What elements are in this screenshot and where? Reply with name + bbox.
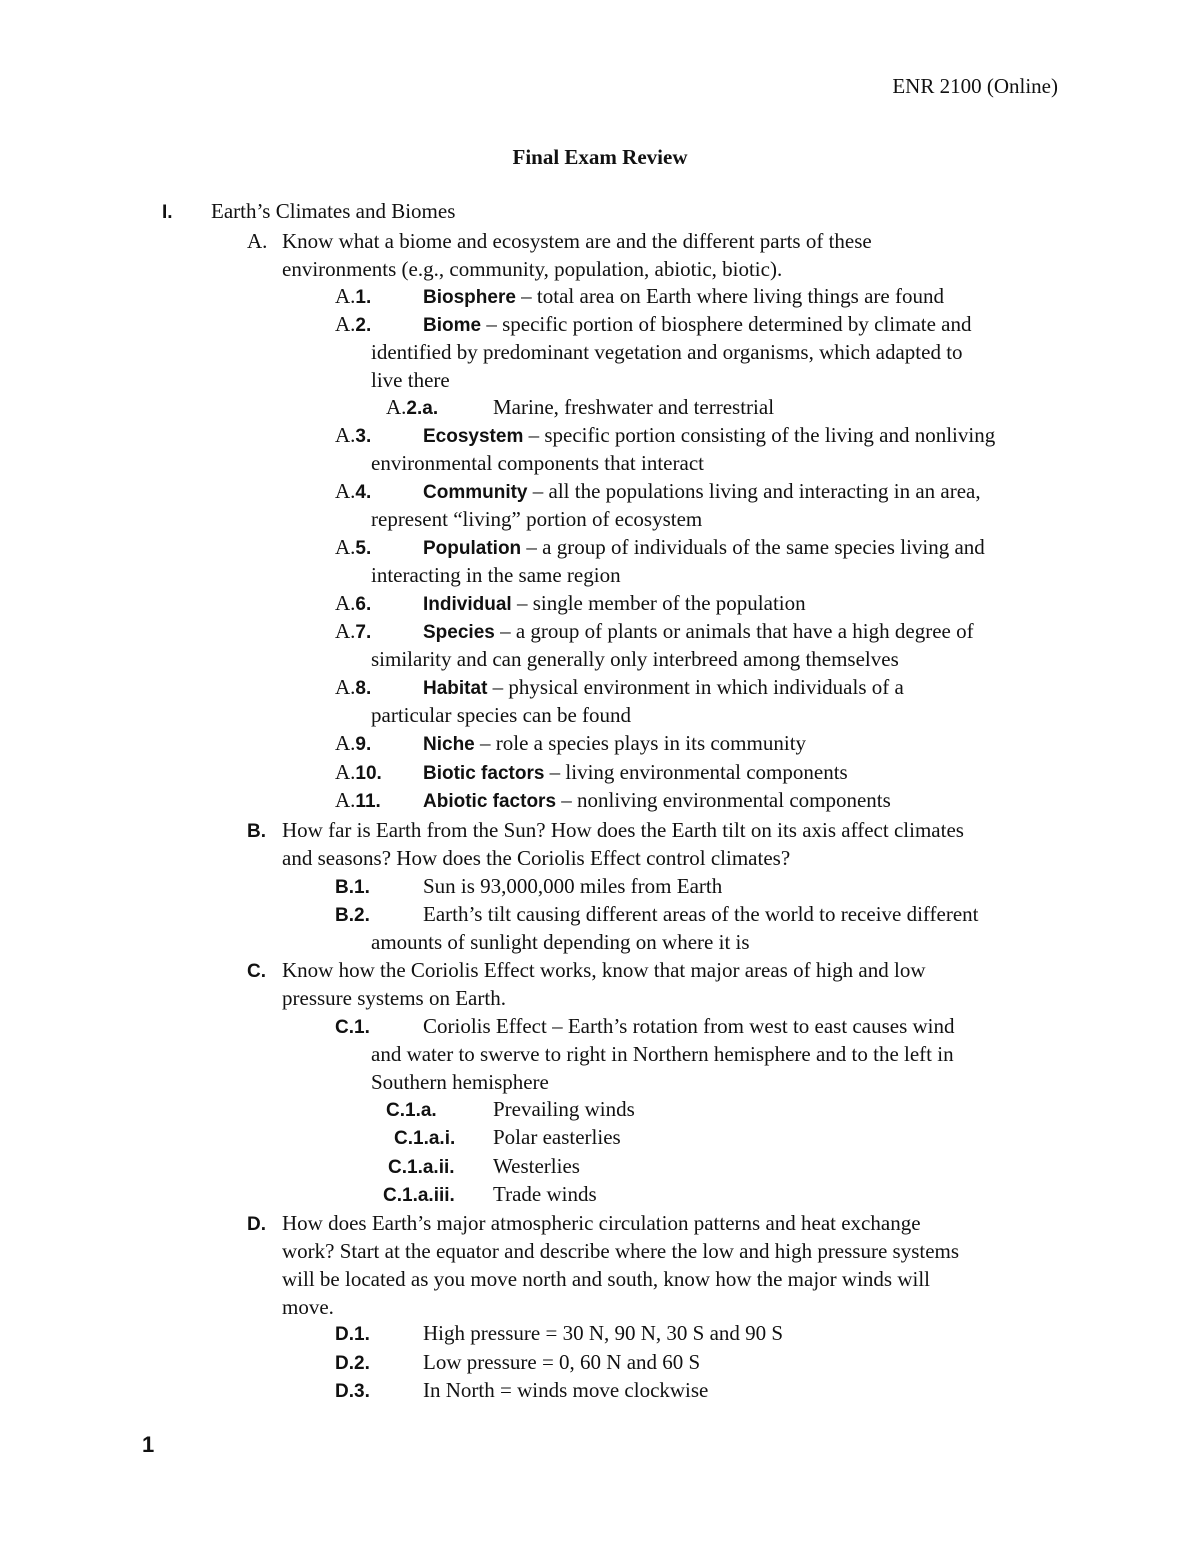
list-marker: A.4. — [335, 479, 372, 503]
definition-text: Biotic factors – living environmental components — [423, 760, 848, 784]
answer-text: Low pressure = 0, 60 N and 60 S — [423, 1350, 701, 1374]
item-marker: C. — [247, 961, 266, 982]
definition-text: Biome – specific portion of biosphere determined by climate and — [423, 312, 972, 336]
list-marker: D.3. — [335, 1381, 370, 1402]
definition-text: Abiotic factors – nonliving environmental components — [423, 788, 891, 812]
list-marker: C.1.a. — [386, 1100, 437, 1121]
question-text: move. — [282, 1295, 334, 1319]
answer-text: Southern hemisphere — [371, 1070, 549, 1094]
answer-text: In North = winds move clockwise — [423, 1378, 709, 1402]
answer-text: Prevailing winds — [493, 1097, 635, 1121]
definition-text: live there — [371, 368, 450, 392]
list-marker: A.11. — [335, 788, 381, 812]
question-text: pressure systems on Earth. — [282, 986, 506, 1010]
list-marker: C.1.a.i. — [394, 1128, 456, 1149]
item-marker: B. — [247, 821, 266, 842]
list-marker: C.1.a.iii. — [383, 1185, 455, 1206]
list-marker: B.1. — [335, 877, 370, 898]
definition-text: Marine, freshwater and terrestrial — [493, 395, 775, 419]
section-heading: Earth’s Climates and Biomes — [211, 199, 456, 223]
item-marker: D. — [247, 1214, 266, 1235]
answer-text: Westerlies — [493, 1154, 580, 1178]
definition-text: environmental components that interact — [371, 451, 704, 475]
list-marker: A.6. — [335, 591, 372, 615]
page-number: 1 — [142, 1432, 155, 1457]
answer-text: Polar easterlies — [493, 1125, 621, 1149]
answer-text: Trade winds — [493, 1182, 597, 1206]
list-marker: D.2. — [335, 1353, 370, 1374]
section-marker: I. — [162, 202, 173, 223]
answer-text: and water to swerve to right in Northern hemisphere and to the left in — [371, 1042, 954, 1066]
question-text: How far is Earth from the Sun? How does the Earth tilt on its axis affect climates — [282, 818, 964, 842]
list-marker: A.3. — [335, 423, 372, 447]
list-marker: A.5. — [335, 535, 372, 559]
list-marker: A.7. — [335, 619, 372, 643]
definition-text: similarity and can generally only interbreed among themselves — [371, 647, 899, 671]
question-text: work? Start at the equator and describe where the low and high pressure systems — [282, 1239, 960, 1263]
list-marker: A.9. — [335, 731, 372, 755]
definition-text: particular species can be found — [371, 703, 632, 727]
question-text: Know how the Coriolis Effect works, know that major areas of high and low — [282, 958, 926, 982]
answer-text: Sun is 93,000,000 miles from Earth — [423, 874, 723, 898]
list-marker: A.1. — [335, 284, 372, 308]
answer-text: Earth’s tilt causing different areas of the world to receive different — [423, 902, 979, 926]
definition-text: Habitat – physical environment in which individuals of a — [423, 675, 904, 699]
list-marker: A.8. — [335, 675, 372, 699]
answer-text: High pressure = 30 N, 90 N, 30 S and 90 S — [423, 1321, 784, 1345]
question-text: Know what a biome and ecosystem are and the different parts of these — [282, 229, 872, 253]
definition-text: interacting in the same region — [371, 563, 621, 587]
question-text: will be located as you move north and south, know how the major winds will — [282, 1267, 930, 1291]
document-title: Final Exam Review — [512, 145, 688, 169]
question-text: environments (e.g., community, population, abiotic, biotic). — [282, 257, 783, 281]
list-marker: C.1.a.ii. — [388, 1157, 455, 1178]
list-marker: D.1. — [335, 1324, 370, 1345]
definition-text: represent “living” portion of ecosystem — [371, 507, 703, 531]
list-marker: A.2. — [335, 312, 372, 336]
answer-text: Coriolis Effect – Earth’s rotation from west to east causes wind — [423, 1014, 955, 1038]
answer-text: amounts of sunlight depending on where it is — [371, 930, 750, 954]
list-marker: B.2. — [335, 905, 370, 926]
definition-text: Species – a group of plants or animals that have a high degree of — [423, 619, 974, 643]
list-marker: A.10. — [335, 760, 382, 784]
definition-text: Population – a group of individuals of the same species living and — [423, 535, 985, 559]
course-header: ENR 2100 (Online) — [892, 74, 1058, 98]
definition-text: Niche – role a species plays in its community — [423, 731, 807, 755]
definition-text: identified by predominant vegetation and organisms, which adapted to — [371, 340, 963, 364]
list-marker: A.2.a. — [386, 395, 439, 419]
question-text: How does Earth’s major atmospheric circulation patterns and heat exchange — [282, 1211, 921, 1235]
definition-text: Community – all the populations living and interacting in an area, — [423, 479, 981, 503]
list-marker: C.1. — [335, 1017, 370, 1038]
definition-text: Individual – single member of the population — [423, 591, 806, 615]
definition-text: Ecosystem – specific portion consisting of the living and nonliving — [423, 423, 996, 447]
item-marker: A. — [247, 229, 268, 253]
question-text: and seasons? How does the Coriolis Effect control climates? — [282, 846, 791, 870]
definition-text: Biosphere – total area on Earth where living things are found — [423, 284, 944, 308]
